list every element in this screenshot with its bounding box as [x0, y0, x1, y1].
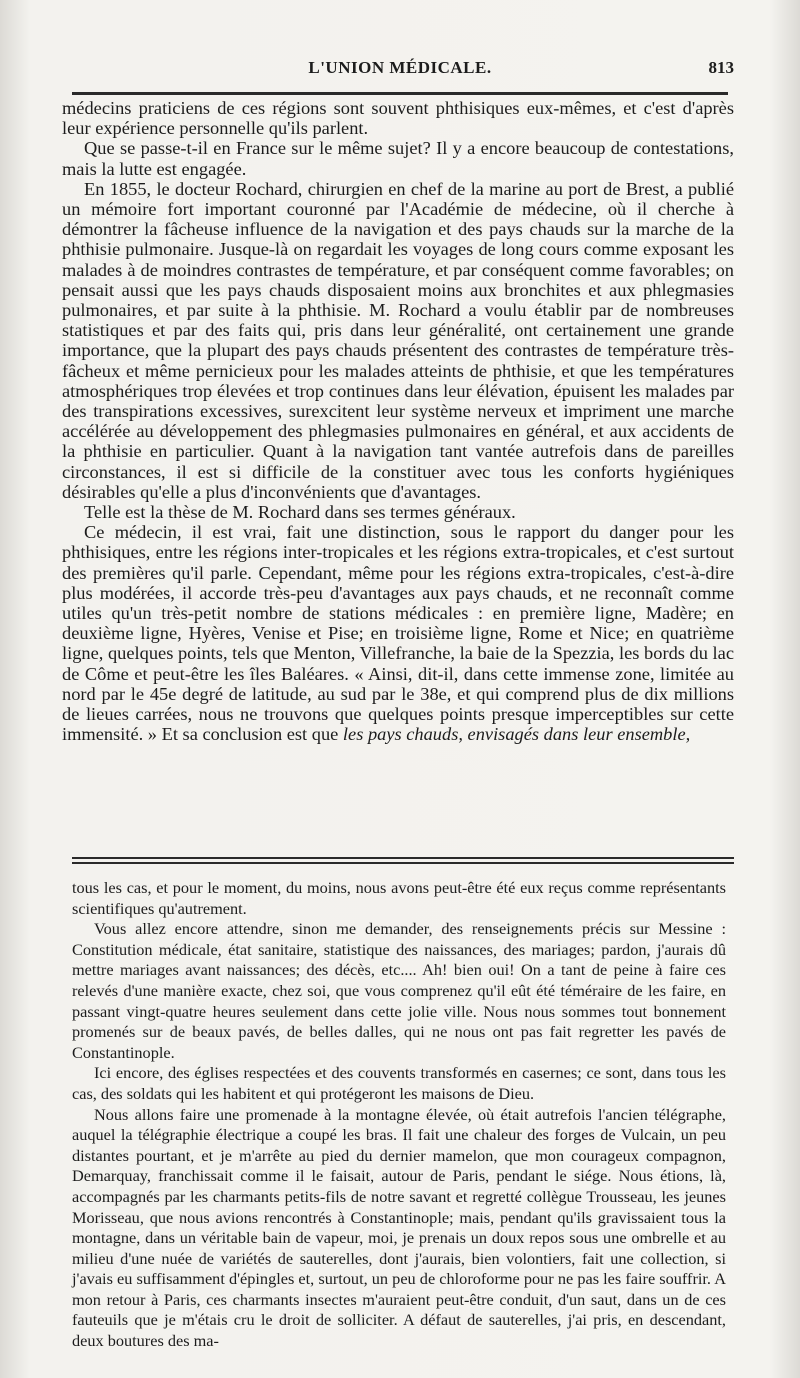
paragraph: Que se passe-t-il en France sur le même sujet? Il y a encore beaucoup de contestations, mais la lutte est engagée.: [62, 138, 734, 179]
paragraph: Telle est la thèse de M. Rochard dans ses termes généraux.: [84, 502, 516, 523]
paragraph: Vous allez encore attendre, sinon me demander, des renseignements précis sur Messine : Constitution médicale, état sanitaire, statistique des naissances, des mariages; pardon, j'aurais dû mettre mariages avant naissances; des décès, etc.... Ah! bien oui! On a tant de peine à faire ces relevés d'une manière exacte, chez soi, que vous comprenez qu'il eût été téméraire de les faire, en passant vingt-quatre heures seulement dans cette jolie ville. Nous nous sommes tout bonnement promenés sur de beaux pavés, de belles dalles, qui ne nous ont pas fait regretter les pavés de Constantinople.: [72, 919, 726, 1062]
feuilleton-rule-second: [72, 862, 734, 864]
paragraph: En 1855, le docteur Rochard, chirurgien en chef de la marine au port de Brest, a publié un mémoire fort important couronné par l'Académie de médecine, où il cherche à démontrer la fâcheuse influence de la navigation et des pays chauds sur la marche de la phthisie pulmonaire. Jusque-là on regardait les voyages de long cours comme exposant les malades à de moindres contrastes de température, et par conséquent comme favorables; on pensait aussi que les pays chauds disposaient moins aux bronchites et aux phlegmasies pulmonaires, et par suite à la phthisie. M. Rochard a voulu établir par de nombreuses statistiques et par des faits qui, pris dans leur généralité, ont certainement une grande importance, que la plupart des pays chauds présentent des contrastes de température très-fâcheux et même pernicieux pour les malades atteints de phthisie, et que les températures atmosphériques trop élevées et trop continues dans leur élévation, épuisent les malades par des transpirations excessives, surexcitent leur système nerveux et impriment une marche accélérée au développement des phlegmasies pulmonaires en général, et aux accidents de la phthisie en particulier. Quant à la navigation tant vantée autrefois dans de pareilles circonstances, il est si difficile de la constituer avec tous les conforts hygiéniques désirables qu'elle a plus d'inconvénients que d'avantages.: [62, 178, 734, 502]
feuilleton-section: [72, 878, 726, 1352]
italic-phrase: les pays chauds, envisagés dans leur ensemble,: [342, 724, 691, 745]
paragraph: Nous allons faire une promenade à la montagne élevée, où était autrefois l'ancien télégraphe, auquel la télégraphie électrique a coupé les bras. Il fait une chaleur des forges de Vulcain, un peu distantes pourtant, et je m'arrête au pied du dernier mamelon, que mon courageux compagnon, Demarquay, franchissait comme il le faisait, autour de Paris, pendant le siége. Nous étions, là, accompagnés par les charmants petits-fils de notre savant et regretté collègue Trousseau, les jeunes Morisseau, que nous avions rencontrés à Constantinople; mais, pendant qu'ils gravissaient tous la montagne, dans un véritable bain de vapeur, moi, je prenais un doux repos sous une ombrelle et au milieu d'une nuée de variétés de sauterelles, dont j'aurais, bien volontiers, fait une collection, si j'avais eu suffisamment d'épingles et, surtout, un peu de chloroforme pour ne pas les faire souffrir. A mon retour à Paris, ces charmants insectes m'auraient peut-être conduit, d'un saut, dans un de ces fauteuils que je m'étais cru le droit de solliciter. A défaut de sauterelles, j'ai pris, en descendant, deux boutures des ma-: [72, 1104, 726, 1351]
paragraph: tous les cas, et pour le moment, du moins, nous avons peut-être été eux reçus comme représentants scientifiques qu'autrement.: [72, 878, 726, 918]
page-number: 813: [708, 58, 734, 77]
top-rule: [72, 92, 728, 95]
running-title: L'UNION MÉDICALE.: [308, 58, 492, 77]
feuilleton-rule: [72, 857, 734, 859]
running-header: [60, 58, 740, 84]
paragraph: Ce médecin, il est vrai, fait une distinction, sous le rapport du danger pour les phthisiques, entre les régions inter-tropicales et les régions extra-tropicales, et c'est surtout des premières qu'il parle. Cependant, même pour les régions extra-tropicales, c'est-à-dire plus modérées, il accorde très-peu d'avantages aux pays chauds, et ne reconnaît comme utiles qu'un très-petit nombre de stations médicales : en première ligne, Madère; en deuxième ligne, Hyères, Venise et Pise; en troisième ligne, Rome et Nice; en quatrième ligne, quelques points, tels que Menton, Villefranche, la baie de la Spezzia, les bords du lac de Côme et peut-être les îles Baléares. « Ainsi, dit-il, dans cette immense zone, limitée au nord par le 45e degré de latitude, au sud par le 38e, et qui comprend plus de dix millions de lieues carrées, nous ne trouvons que quelques points presque imperceptibles sur cette immensité. » Et sa conclusion est que les pays chauds, envisagés dans leur ensemble,: [62, 522, 734, 745]
main-article: [62, 98, 734, 745]
paragraph: Ici encore, des églises respectées et des couvents transformés en casernes; ce sont, dans tous les cas, des soldats qui les habitent et qui protégeront les maisons de Dieu.: [72, 1063, 726, 1103]
paragraph: médecins praticiens de ces régions sont souvent phthisiques eux-mêmes, et c'est d'après leur expérience personnelle qu'ils parlent.: [62, 98, 734, 139]
